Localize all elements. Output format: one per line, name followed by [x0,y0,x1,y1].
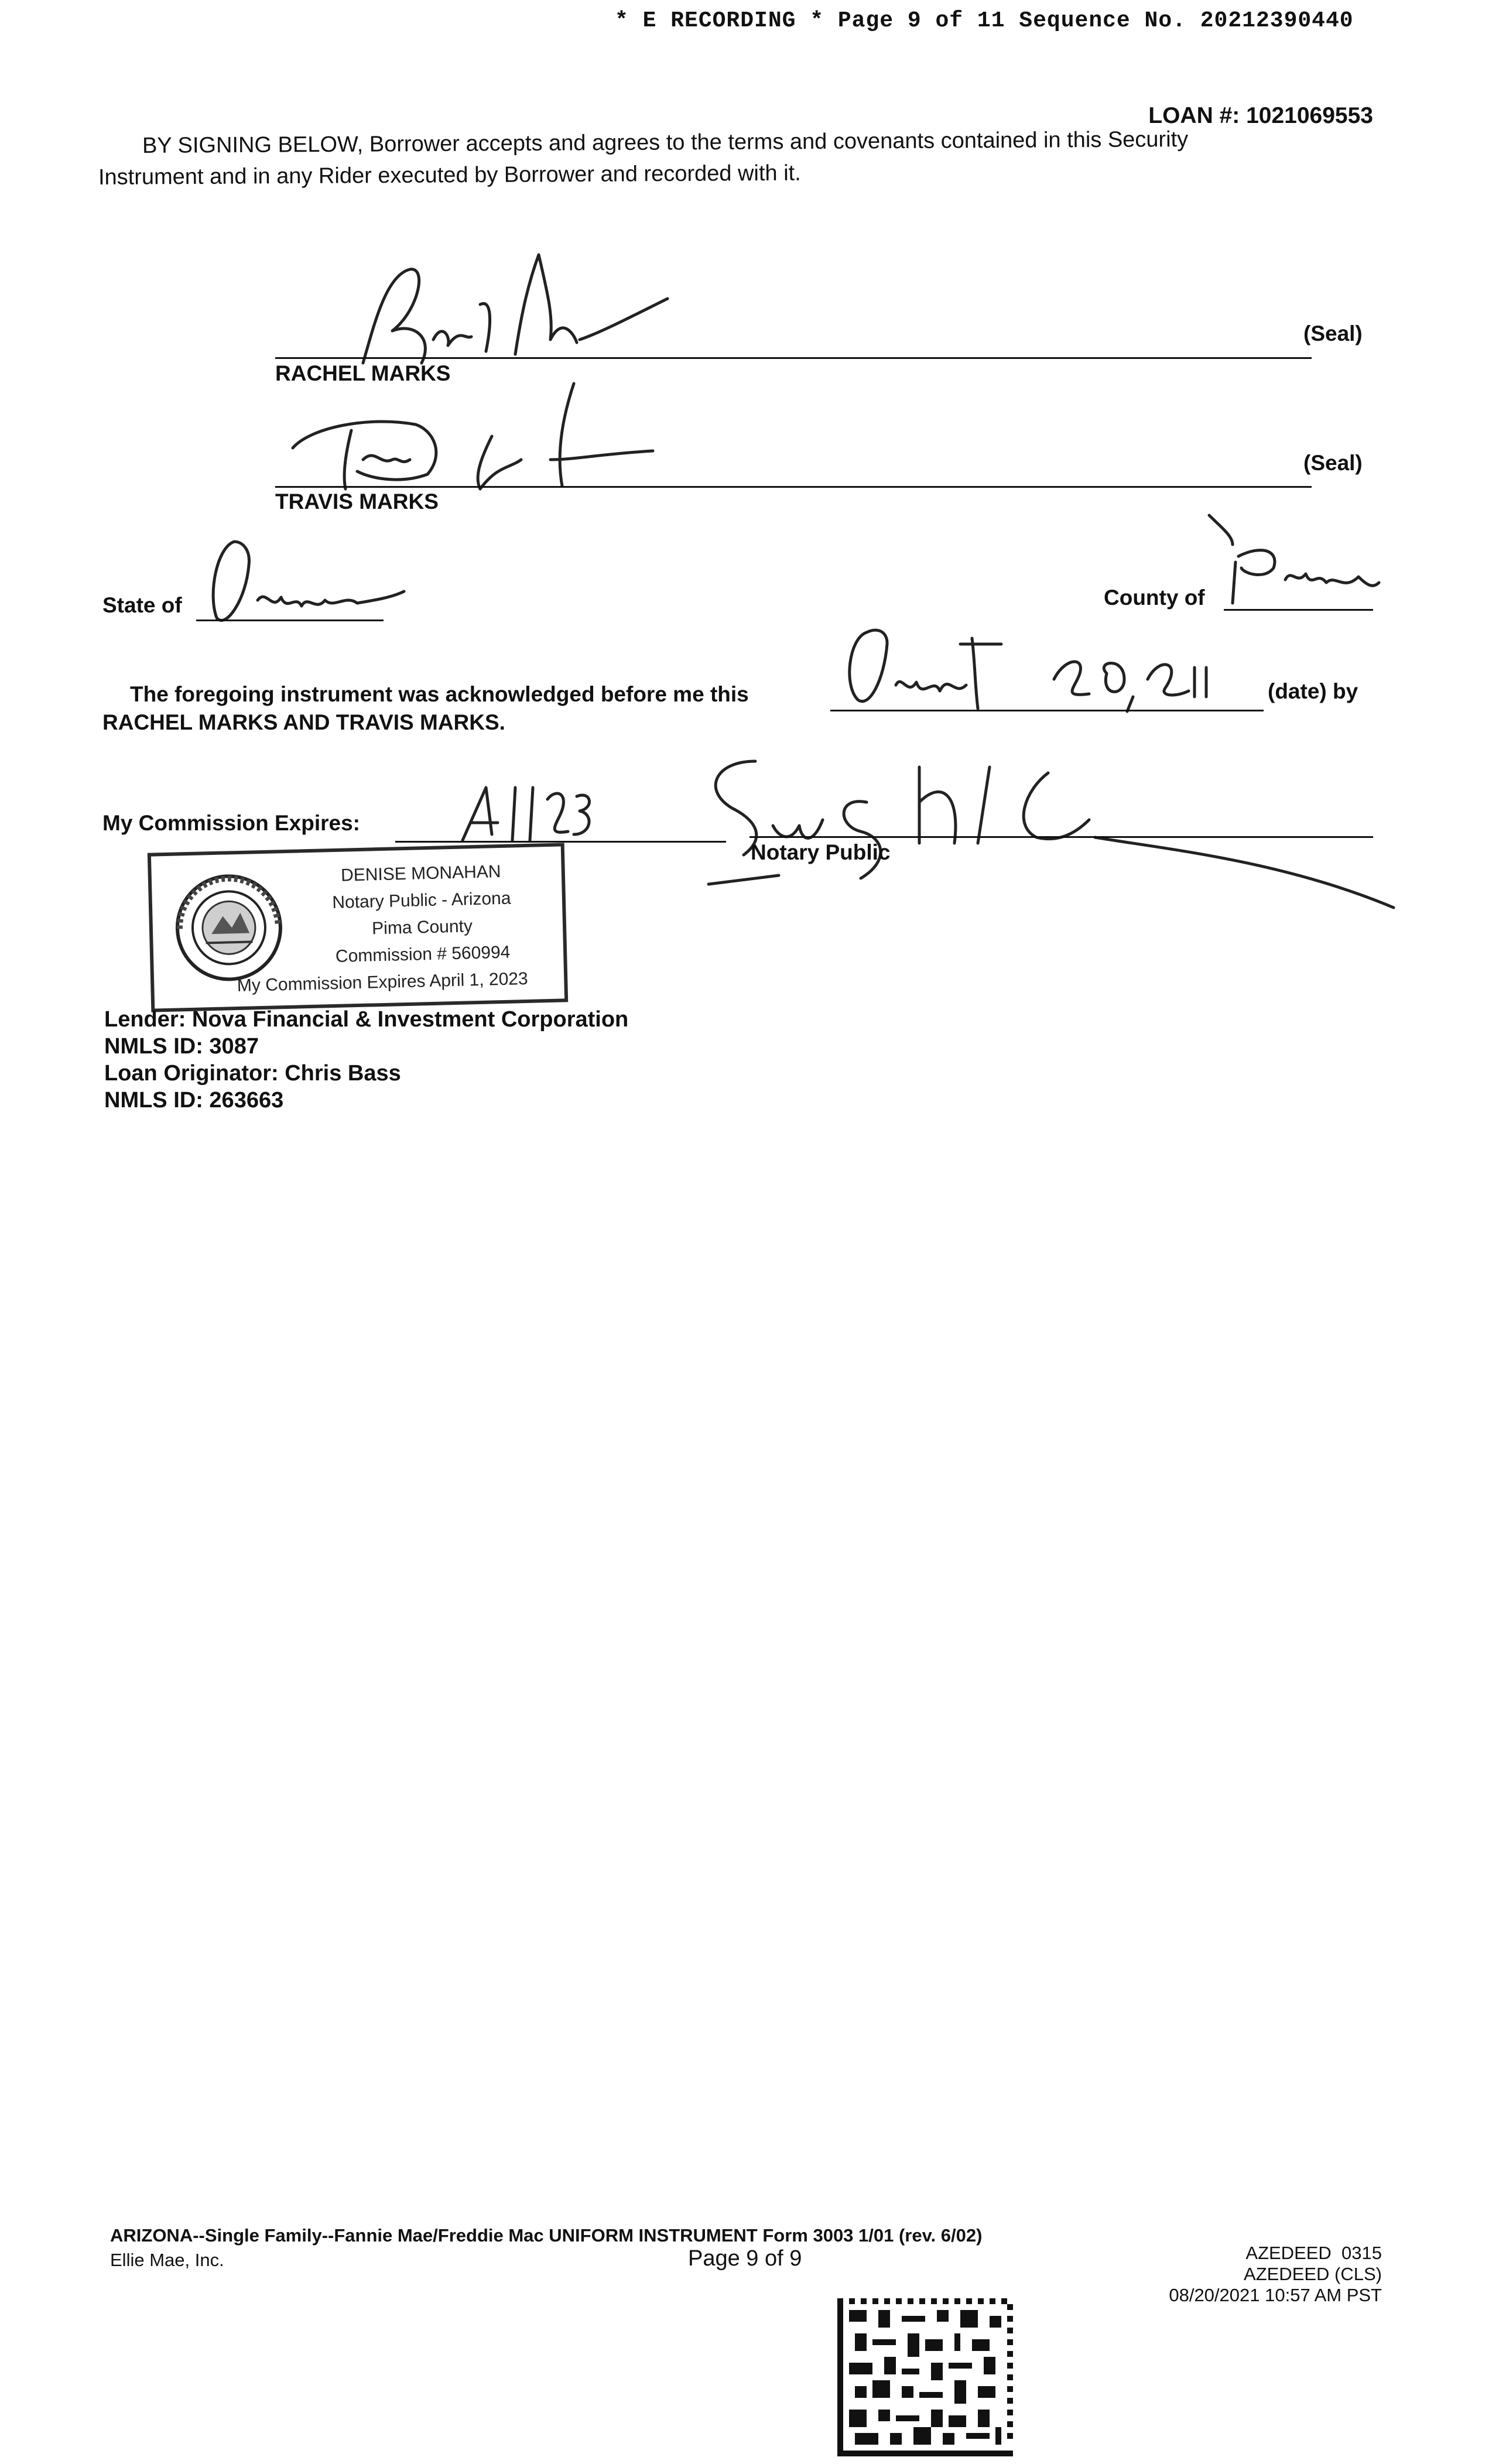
footer-form-line: ARIZONA--Single Family--Fannie Mae/Freddie Mac UNIFORM INSTRUMENT Form 3003 1/01 (rev. 6/02) [110,2225,983,2246]
travis-marks-signature [287,372,662,495]
notary-stamp [148,843,568,1012]
lender-info [104,1006,628,1114]
footer-company: Ellie Mae, Inc. [110,2250,224,2270]
acknowledgment-text: The foregoing instrument was acknowledged before me this [130,682,749,706]
stamp-title: Notary Public - Arizona [331,888,511,913]
state-seal-icon [169,868,289,988]
originator-nmls-id: NMLS ID: 263663 [104,1088,284,1113]
footer-page-number: Page 9 of 9 [688,2246,802,2271]
intro-line-1: BY SIGNING BELOW, Borrower accepts and agrees to the terms and covenants contained in this Security [142,127,1189,158]
county-label: County of [1104,586,1205,610]
footer-code-2: AZEDEED (CLS) [1244,2264,1382,2284]
seal-label-1: (Seal) [1303,321,1363,345]
notary-signature-line [750,836,1373,838]
seal-label-2: (Seal) [1303,451,1363,475]
acknowledgment-date-handwriting [831,609,1241,720]
notary-public-label: Notary Public [751,840,891,864]
intro-line-2: Instrument and in any Rider executed by Borrower and recorded with it. [98,160,801,190]
county-handwritten-pima [1197,509,1385,615]
signature-line-2 [275,486,1312,488]
signer-name-2: TRAVIS MARKS [275,490,439,514]
loan-originator: Loan Originator: Chris Bass [104,1061,401,1086]
stamp-county: Pima County [371,916,473,939]
footer-code-1: AZEDEED 0315 [1245,2243,1382,2263]
datamatrix-barcode [837,2298,1013,2456]
notary-signature [697,744,1399,919]
commission-expires-label: My Commission Expires: [102,811,361,835]
lender-nmls-id: NMLS ID: 3087 [104,1034,259,1059]
stamp-commission-number: Commission # 560994 [335,942,511,966]
acknowledgment-names: RACHEL MARKS AND TRAVIS MARKS. [102,710,505,734]
state-line [196,620,384,621]
loan-number-label: LOAN #: [1148,103,1240,128]
footer-timestamp: 08/20/2021 10:57 AM PST [1169,2285,1382,2305]
rachel-marks-signature [345,252,673,369]
stamp-text [237,857,546,998]
loan-number-value: 1021069553 [1246,103,1373,128]
signature-line-1 [275,357,1312,359]
state-label: State of [102,593,182,617]
acknowledgment-date-line [830,710,1264,711]
stamp-expiration: My Commission Expires April 1, 2023 [237,969,529,996]
acknowledgment-date-suffix: (date) by [1268,679,1358,703]
footer-codes [1169,2243,1382,2306]
loan-number [1148,103,1373,129]
stamp-notary-name: DENISE MONAHAN [340,862,501,885]
state-handwritten-arizona [193,530,416,632]
lender-name: Lender: Nova Financial & Investment Corporation [104,1007,629,1032]
signer-name-1: RACHEL MARKS [275,361,451,385]
recording-header: * E RECORDING * Page 9 of 11 Sequence No. 20212390440 [615,8,1354,33]
county-line [1224,609,1373,611]
